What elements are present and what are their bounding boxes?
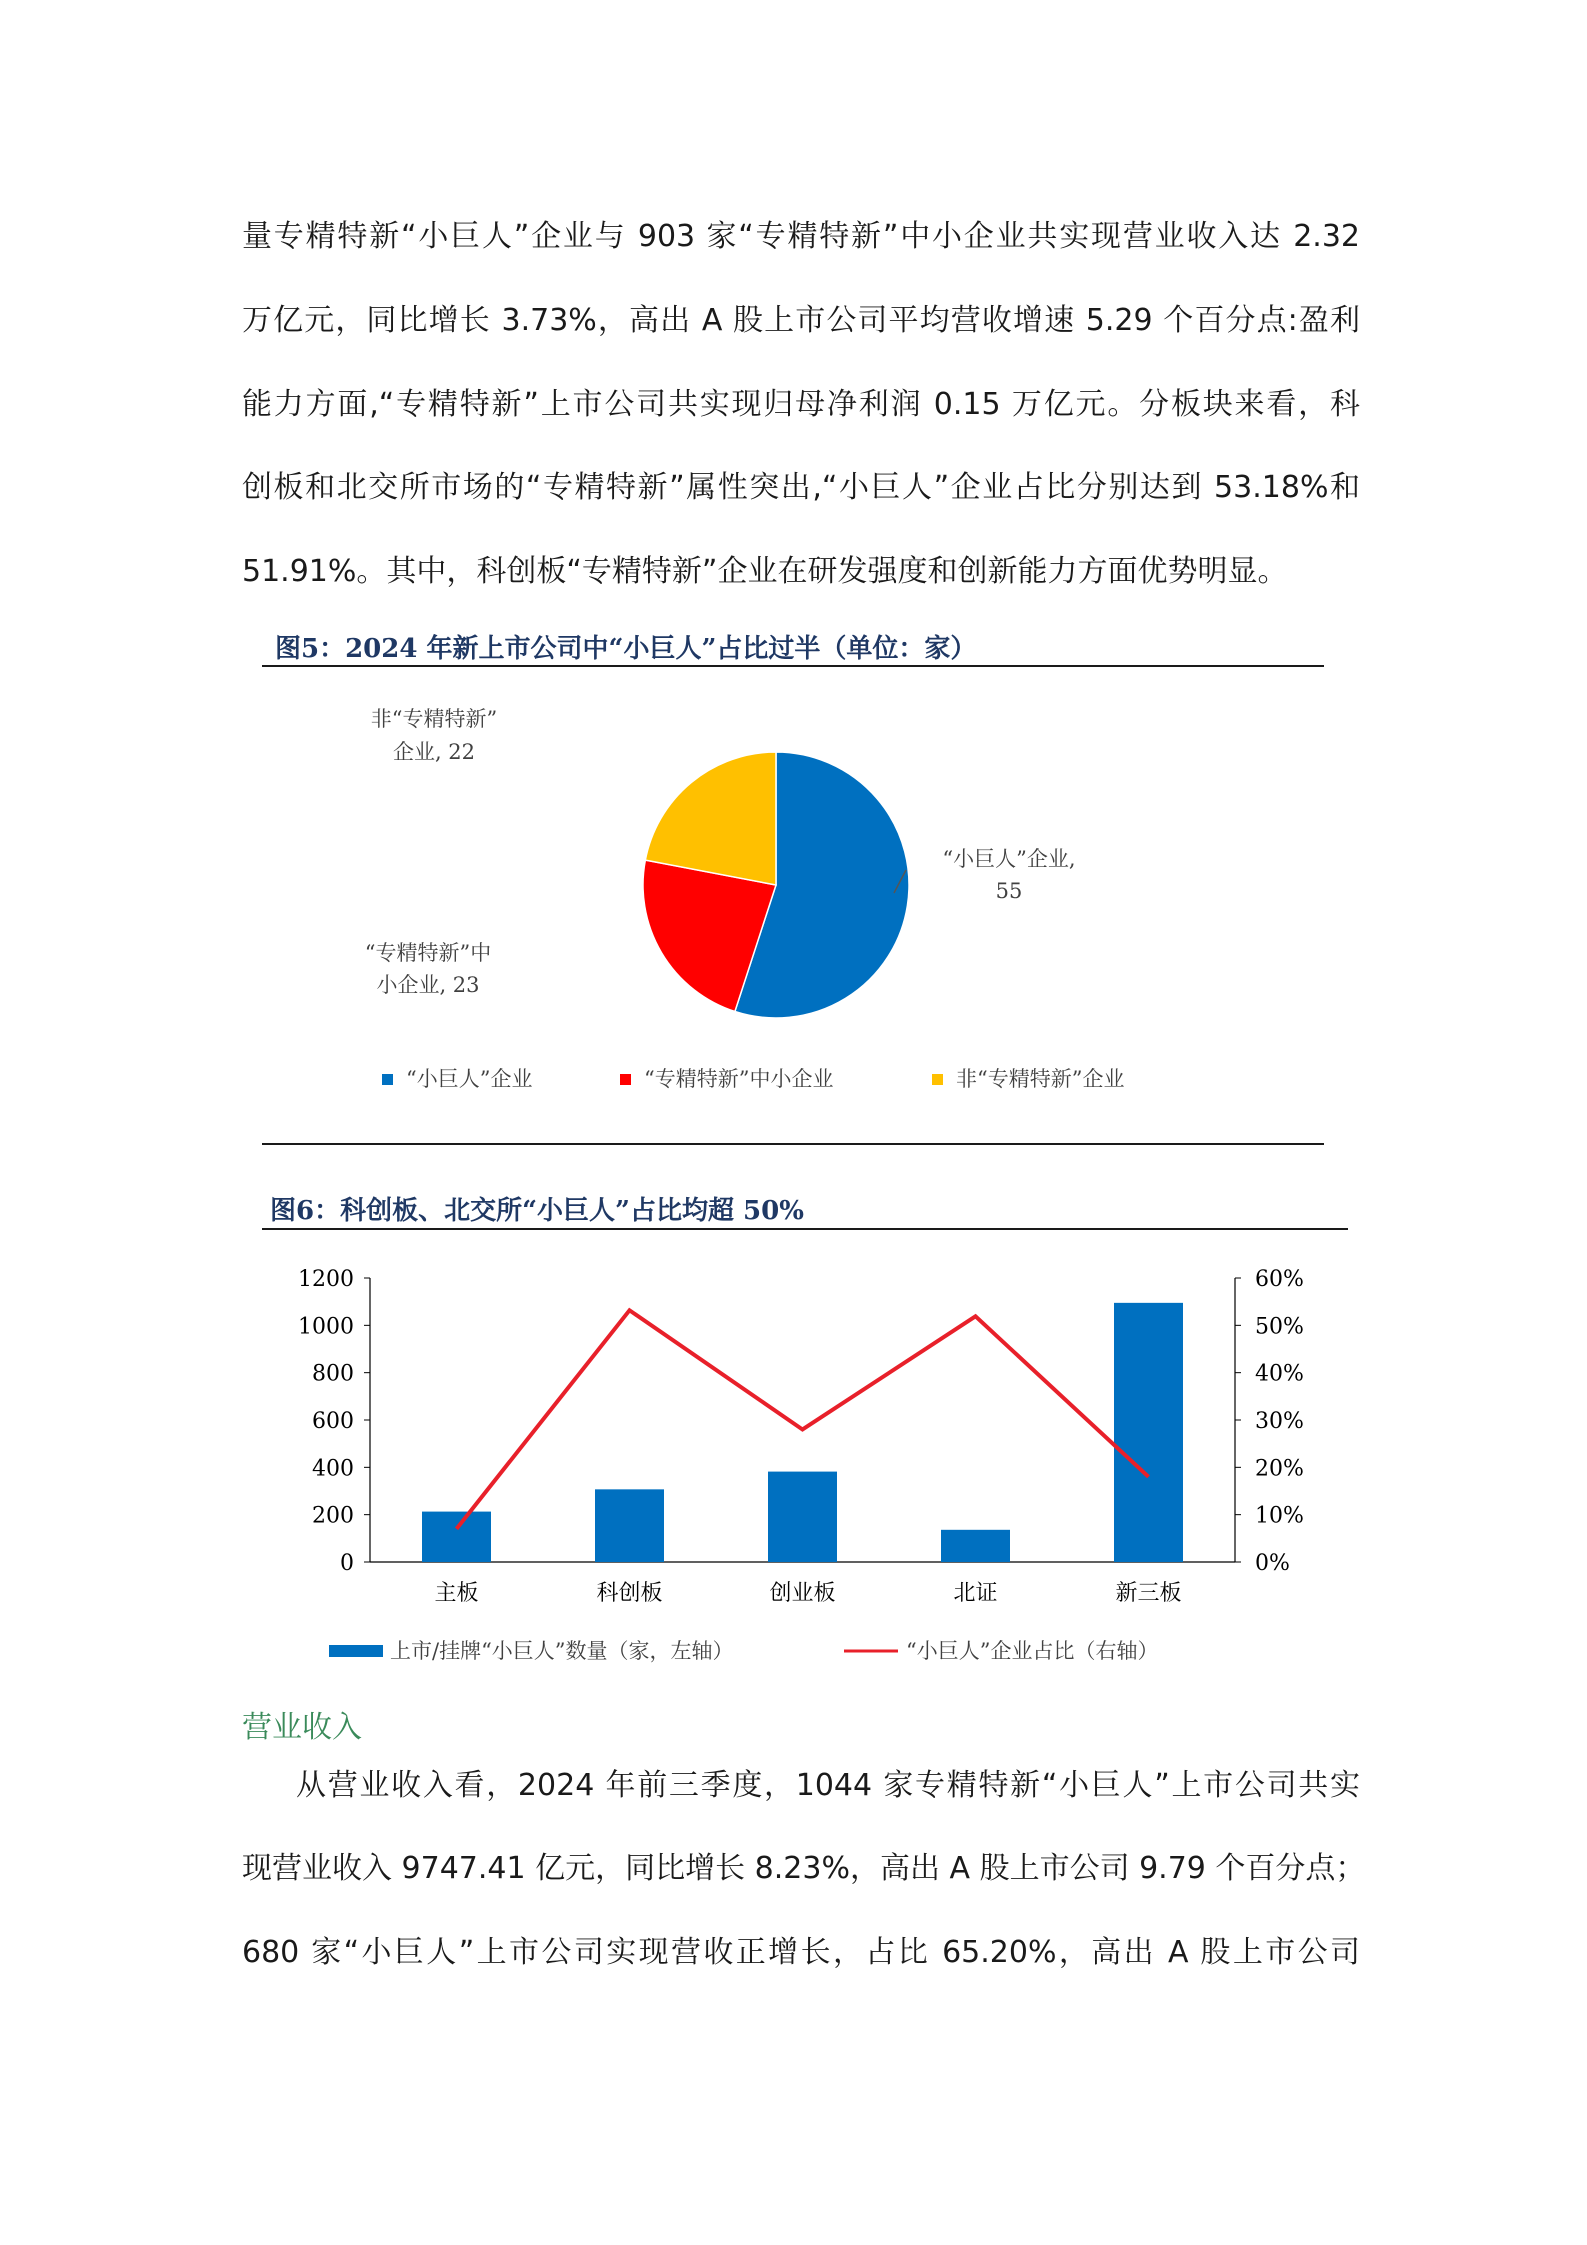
- legend-swatch-xiaojuren: [382, 1074, 393, 1085]
- paragraph-line: 量专精特新“小巨人”企业与 903 家“专精特新”中小企业共实现营业收入达 2.32: [242, 219, 1360, 254]
- bar: [941, 1530, 1010, 1562]
- left-tick-label: 200: [312, 1503, 354, 1529]
- paragraph-line: 51.91%。其中，科创板“专精特新”企业在研发强度和创新能力方面优势明显。: [242, 554, 1288, 589]
- figure5-bottom-rule: [262, 1143, 1324, 1145]
- slice-label-xiaojuren-value: 55: [995, 879, 1023, 903]
- left-tick-label: 600: [312, 1409, 354, 1434]
- slice-label-zhuanjing-value: 小企业, 23: [376, 973, 480, 997]
- figure5-title: 图5：2024 年新上市公司中“小巨人”占比过半（单位：家）: [275, 634, 977, 664]
- legend-label-bar: 上市/挂牌“小巨人”数量（家，左轴）: [390, 1639, 734, 1663]
- paragraph-line: 万亿元，同比增长 3.73%，高出 A 股上市公司平均营收增速 5.29 个百分点:盈利: [242, 303, 1360, 338]
- right-tick-label: 10%: [1255, 1503, 1304, 1529]
- paragraph-line: 从营业收入看，2024 年前三季度，1044 家专精特新“小巨人”上市公司共实: [296, 1768, 1360, 1803]
- figure6-combo-chart: [262, 1240, 1348, 1680]
- left-tick-label: 0: [340, 1551, 354, 1576]
- figure5-top-rule: [262, 665, 1324, 667]
- right-tick-label: 60%: [1255, 1267, 1304, 1292]
- figure6-title: 图6：科创板、北交所“小巨人”占比均超 50%: [270, 1196, 804, 1226]
- section-heading: 营业收入: [242, 1710, 362, 1745]
- figure5-pie-chart: [262, 670, 1324, 1140]
- slice-label-fei: 非“专精特新”: [370, 707, 498, 731]
- legend-label-line: “小巨人”企业占比（右轴）: [906, 1639, 1159, 1663]
- bar: [1114, 1303, 1183, 1562]
- x-tick-label: 新三板: [1115, 1581, 1182, 1606]
- legend-label-zhuanjing: “专精特新”中小企业: [644, 1067, 834, 1091]
- legend-swatch-zhuanjing: [620, 1074, 631, 1085]
- legend-label-fei: 非“专精特新”企业: [956, 1067, 1125, 1091]
- right-tick-label: 50%: [1255, 1314, 1304, 1340]
- left-tick-label: 1200: [298, 1267, 354, 1292]
- paragraph-line: 现营业收入 9747.41 亿元，同比增长 8.23%，高出 A 股上市公司 9.79 个百分点；: [242, 1851, 1366, 1886]
- x-tick-label: 北证: [953, 1581, 998, 1606]
- legend-swatch-fei: [932, 1074, 943, 1085]
- x-tick-label: 创业板: [769, 1581, 836, 1606]
- bar: [595, 1489, 664, 1562]
- x-tick-label: 主板: [434, 1581, 479, 1606]
- slice-label-fei-value: 企业, 22: [392, 740, 476, 764]
- left-tick-label: 1000: [298, 1314, 354, 1340]
- bar: [422, 1512, 491, 1562]
- legend-swatch-bar: [329, 1645, 383, 1657]
- figure6-top-rule: [262, 1228, 1348, 1230]
- right-tick-label: 30%: [1255, 1409, 1304, 1434]
- paragraph-line: 680 家“小巨人”上市公司实现营收正增长，占比 65.20%，高出 A 股上市公司: [242, 1935, 1360, 1970]
- legend-label-xiaojuren: “小巨人”企业: [406, 1067, 533, 1091]
- paragraph-line: 能力方面,“专精特新”上市公司共实现归母净利润 0.15 万亿元。分板块来看，科: [242, 387, 1360, 422]
- x-tick-label: 科创板: [596, 1581, 663, 1606]
- paragraph-line: 创板和北交所市场的“专精特新”属性突出,“小巨人”企业占比分别达到 53.18%和: [242, 470, 1360, 505]
- bar: [768, 1472, 837, 1562]
- left-tick-label: 400: [312, 1456, 354, 1482]
- right-tick-label: 0%: [1255, 1551, 1290, 1576]
- left-tick-label: 800: [312, 1361, 354, 1387]
- right-tick-label: 40%: [1255, 1361, 1304, 1387]
- slice-label-zhuanjing: “专精特新”中: [364, 941, 492, 965]
- slice-label-xiaojuren: “小巨人”企业,: [942, 847, 1076, 871]
- right-tick-label: 20%: [1255, 1456, 1304, 1482]
